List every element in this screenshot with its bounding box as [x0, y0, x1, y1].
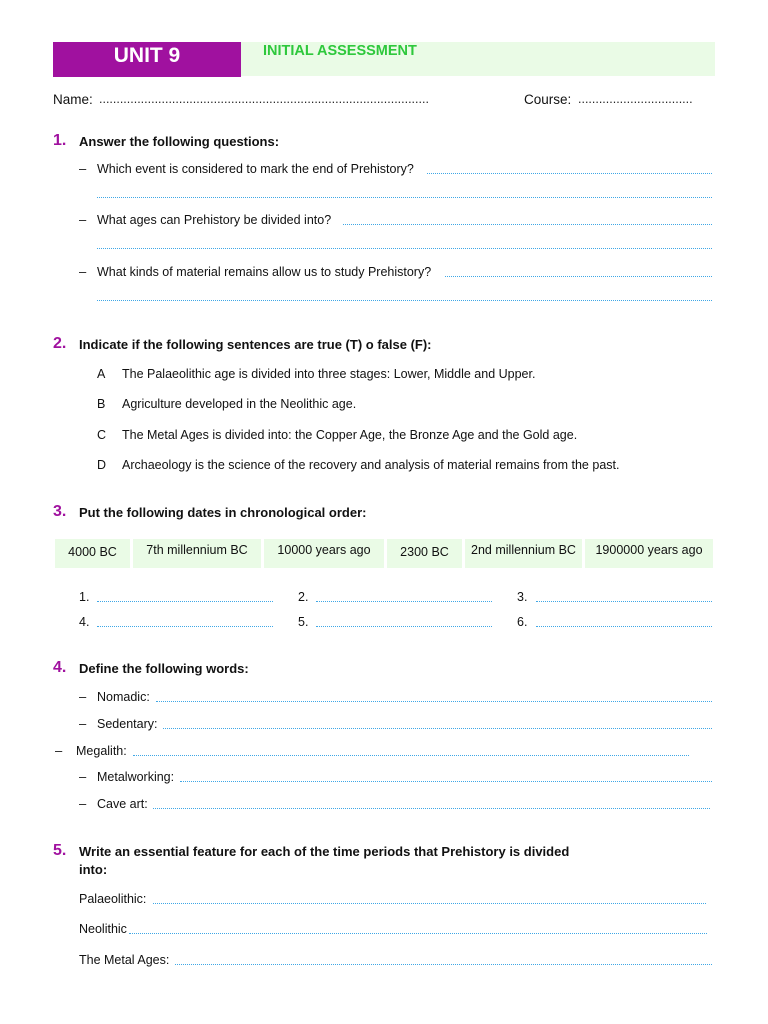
q2-letter-c: C [97, 428, 107, 442]
q2-statement-d: Archaeology is the science of the recovery and analysis of material remains from the past. [122, 458, 620, 472]
order-slot-label-6: 6. [517, 615, 528, 629]
q2-statement-c: The Metal Ages is divided into: the Copper Age, the Bronze Age and the Gold age. [122, 428, 578, 442]
order-slot-label-3: 3. [517, 590, 528, 604]
q3-number: 3. [53, 503, 67, 520]
date-box-2: 7th millennium BC [133, 539, 261, 568]
q1-number: 1. [53, 132, 67, 149]
date-box-6: 1900000 years ago [585, 539, 713, 568]
q4-word-1: Nomadic: [97, 690, 150, 704]
order-slot-line-5[interactable] [316, 626, 492, 627]
q4-number: 4. [53, 659, 67, 676]
q1-dash-2: – [79, 212, 87, 227]
unit-label: UNIT 9 [113, 44, 181, 67]
order-slot-line-1[interactable] [97, 601, 273, 602]
date-box-4: 2300 BC [387, 539, 462, 568]
order-slot-label-1: 1. [79, 590, 90, 604]
q4-dash-3: – [55, 743, 63, 758]
q1-dash-1: – [79, 161, 87, 176]
q5-title-line-1: Write an essential feature for each of the time periods that Prehistory is divided [79, 844, 570, 859]
q5-line-2[interactable] [129, 933, 707, 934]
q4-dash-4: – [79, 769, 87, 784]
q4-line-2[interactable] [163, 728, 712, 729]
name-field[interactable]: ............................................................................................... [99, 92, 429, 106]
q4-title: Define the following words: [79, 661, 249, 676]
q4-dash-5: – [79, 796, 87, 811]
order-slot-line-6[interactable] [536, 626, 712, 627]
q4-line-3[interactable] [133, 755, 689, 756]
q5-line-1[interactable] [153, 903, 706, 904]
order-slot-line-3[interactable] [536, 601, 712, 602]
q2-statement-b: Agriculture developed in the Neolithic age. [122, 397, 357, 411]
order-slot-label-4: 4. [79, 615, 90, 629]
q5-period-1: Palaeolithic: [79, 892, 147, 906]
q1-answer-line-3a[interactable] [445, 276, 712, 277]
q2-title: Indicate if the following sentences are true (T) o false (F): [79, 337, 432, 352]
q4-line-4[interactable] [180, 781, 712, 782]
q1-question-1: Which event is considered to mark the end of Prehistory? [97, 162, 414, 176]
q5-number: 5. [53, 842, 67, 859]
order-slot-line-4[interactable] [97, 626, 273, 627]
date-box-5: 2nd millennium BC [465, 539, 582, 568]
order-slot-label-2: 2. [298, 590, 309, 604]
q3-title: Put the following dates in chronological order: [79, 505, 367, 520]
course-label: Course: [524, 92, 572, 107]
q4-line-1[interactable] [156, 701, 712, 702]
order-slot-label-5: 5. [298, 615, 309, 629]
q5-title-line-2: into: [79, 862, 108, 877]
q5-period-2: Neolithic [79, 922, 127, 936]
name-label: Name: [53, 92, 93, 107]
q2-letter-b: B [97, 397, 106, 411]
order-slot-line-2[interactable] [316, 601, 492, 602]
q1-answer-line-1a[interactable] [427, 173, 712, 174]
date-box-1: 4000 BC [55, 539, 130, 568]
q2-number: 2. [53, 335, 67, 352]
q1-answer-line-2a[interactable] [343, 224, 712, 225]
q5-line-3[interactable] [175, 964, 712, 965]
q2-letter-a: A [97, 367, 106, 381]
q4-dash-2: – [79, 716, 87, 731]
course-field[interactable]: ................................. [578, 92, 693, 106]
q2-statement-a: The Palaeolithic age is divided into three stages: Lower, Middle and Upper. [122, 367, 536, 381]
date-box-3: 10000 years ago [264, 539, 384, 568]
q1-title: Answer the following questions: [79, 134, 280, 149]
q1-answer-line-1b[interactable] [97, 197, 712, 198]
q1-answer-line-3b[interactable] [97, 300, 712, 301]
q1-dash-3: – [79, 264, 87, 279]
q1-question-2: What ages can Prehistory be divided into? [97, 213, 332, 227]
q4-word-2: Sedentary: [97, 717, 158, 731]
q2-letter-d: D [97, 458, 107, 472]
q4-word-3: Megalith: [76, 744, 127, 758]
q1-question-3: What kinds of material remains allow us to study Prehistory? [97, 265, 432, 279]
unit-badge [53, 42, 241, 77]
q4-dash-1: – [79, 689, 87, 704]
page-title: INITIAL ASSESSMENT [263, 43, 417, 59]
q5-period-3: The Metal Ages: [79, 953, 170, 967]
q4-word-5: Cave art: [97, 797, 148, 811]
q1-answer-line-2b[interactable] [97, 248, 712, 249]
q4-word-4: Metalworking: [97, 770, 175, 784]
q4-line-5[interactable] [153, 808, 710, 809]
